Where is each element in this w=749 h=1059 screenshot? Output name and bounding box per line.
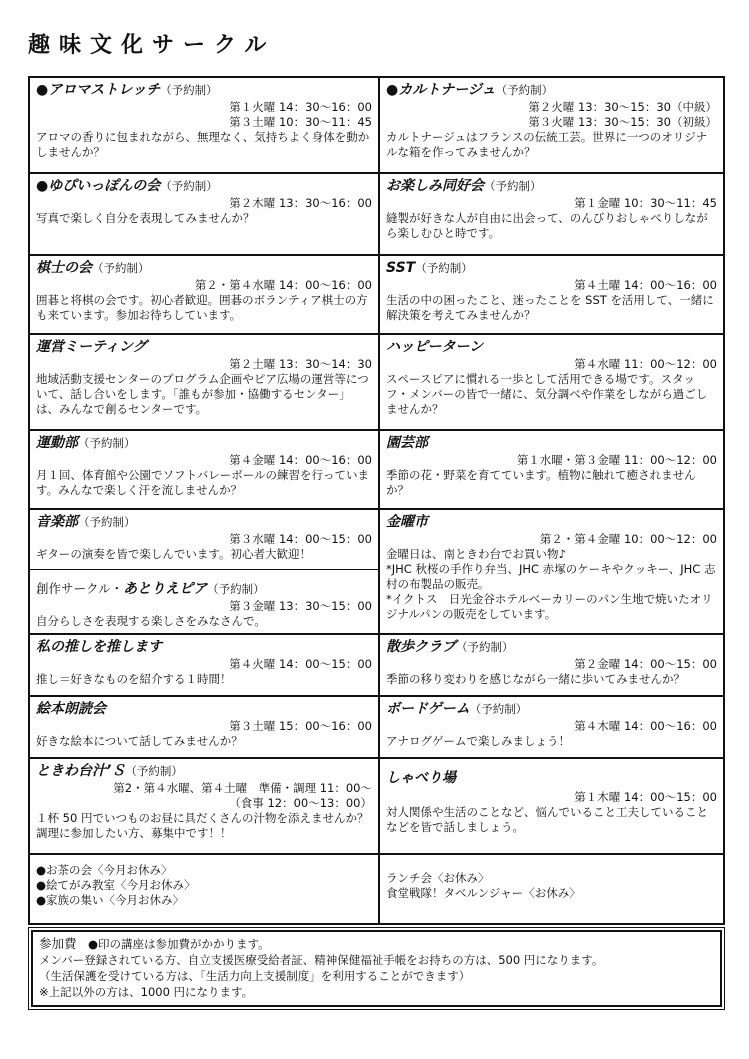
description: カルトナージュはフランスの伝統工芸。世界に一つのオリジナルな箱を作ってみませんか？ xyxy=(386,130,708,159)
reservation-tag: （予約制） xyxy=(160,83,218,97)
reservation-tag: （予約制） xyxy=(92,261,150,275)
description: 縫製が好きな人が自由に出会って、のんびりおしゃべりしながら楽しむひと時です。 xyxy=(386,211,708,240)
circle-atelier-pia xyxy=(30,570,378,635)
circle-undoubu xyxy=(30,431,378,510)
schedule: 第４金曜 14：00〜16：00 xyxy=(229,453,372,467)
circle-engeibu xyxy=(380,431,723,510)
description: 自分らしさを表現する楽しさをみなさんで。 xyxy=(36,614,266,628)
description: １杯 50 円でいつものお昼に具だくさんの汁物を添えませんか？調理に参加したい方、募集中です！！ xyxy=(36,811,369,840)
schedule: 第４土曜 14：00〜16：00 xyxy=(574,278,717,292)
description: 地域活動支援センターのプログラム企画やピア広場の運営等について、話し合いをします。「誰もが参加・協働するセンター」は、みんなで創るセンターです。 xyxy=(36,372,369,416)
reservation-tag: （予約制） xyxy=(495,83,554,97)
schedule: 第３火曜 13：30〜15：30（初級） xyxy=(528,115,717,129)
circle-name: 運営ミーティング xyxy=(36,339,147,355)
fee-line: ※上記以外の方は、1000 円になります。 xyxy=(39,985,254,999)
schedule: 第１木曜 14：00〜15：00 xyxy=(574,790,717,804)
circle-name: 園芸部 xyxy=(386,435,428,451)
schedule: 第３土曜 10：30〜11：45 xyxy=(229,115,372,129)
page-title: 趣味文化サークル xyxy=(28,33,276,58)
schedule: （食事 12：00〜13：00） xyxy=(229,796,372,810)
fee-box xyxy=(28,927,725,1010)
circle-shaberiba xyxy=(380,759,723,855)
description: 対人関係や生活のことなど、悩んでいること工夫していることなどを皆で話しましょう。 xyxy=(386,805,708,834)
description: アロマの香りに包まれながら、無理なく、気持ちよく身体を動かしませんか？ xyxy=(36,130,370,159)
circle-aroma-stretch xyxy=(30,78,378,174)
circle-name: 運動部 xyxy=(36,435,78,451)
schedule: 第３水曜 14：00〜15：00 xyxy=(229,532,372,546)
description: 生活の中の困ったこと、迷ったことを SST を活用して、一緒に解決策を考えてみませんか？ xyxy=(386,293,714,322)
reservation-tag: （予約制） xyxy=(415,261,473,275)
description: 囲碁と将棋の会です。初心者歓迎。囲碁のボランティア棋士の方も来ています。参加お待ちしています。 xyxy=(36,293,368,322)
notice-item: ランチ会〈お休み〉 xyxy=(386,871,490,885)
circle-name: ●ゆぴいっぽんの会 xyxy=(36,178,161,194)
notices-right xyxy=(380,855,723,923)
circle-unei-meeting xyxy=(30,335,378,431)
reservation-tag: （予約制） xyxy=(207,582,265,596)
circle-sst xyxy=(380,256,723,335)
circle-name: ときわ台汁’Ｓ xyxy=(36,763,126,779)
circle-ehon-roudoku xyxy=(30,697,378,759)
circle-sanpo-club xyxy=(380,635,723,697)
schedule: 第４火曜 14：00〜15：00 xyxy=(229,657,372,671)
description: 写真で楽しく自分を表現してみませんか？ xyxy=(36,211,255,225)
notice-item: ●お茶の会〈今月お休み〉 xyxy=(36,863,173,877)
description: 季節の花・野菜を育てています。植物に触れて癒されませんか？ xyxy=(386,468,696,497)
reservation-tag: （予約制） xyxy=(78,515,136,529)
reservation-tag: （予約制） xyxy=(484,179,542,193)
circle-name: 散歩クラブ xyxy=(386,639,456,655)
reservation-tag: （予約制） xyxy=(78,436,136,450)
circle-tokiwadai-jiru xyxy=(30,759,378,855)
schedule: 第４木曜 14：00〜16：00 xyxy=(574,719,717,733)
schedule: 第２金曜 14：00〜15：00 xyxy=(574,657,717,671)
circle-name: ●アロマストレッチ xyxy=(36,82,161,98)
notice-item: ●絵てがみ教室〈今月お休み〉 xyxy=(36,878,196,892)
circle-table xyxy=(28,76,725,925)
description: *イクトス 日光金谷ホテルベーカリーのパン生地で焼いたオリジナルパンの販売をしています。 xyxy=(386,592,713,621)
fee-title: 参加費 xyxy=(39,936,77,951)
circle-name: しゃべり場 xyxy=(386,770,456,786)
description: ギターの演奏を皆で楽しんでいます。初心者大歓迎！ xyxy=(36,547,311,561)
circle-cartonnage xyxy=(380,78,723,174)
schedule: 第２・第４金曜 10：00〜12：00 xyxy=(539,532,717,546)
circle-name: 絵本朗読会 xyxy=(36,701,106,717)
circle-name: 音楽部 xyxy=(36,514,78,530)
circle-name: SST xyxy=(386,260,416,276)
circle-kishi xyxy=(30,256,378,335)
reservation-tag: （予約制） xyxy=(160,179,218,193)
notice-item: 食堂戦隊！タベルンジャー〈お休み〉 xyxy=(386,886,581,900)
description: 季節の移り変わりを感じながら一緒に歩いてみませんか？ xyxy=(386,672,685,686)
circle-name: あとりえピア xyxy=(123,581,208,597)
notices-left xyxy=(30,855,378,923)
schedule: 第１金曜 10：30〜11：45 xyxy=(574,196,717,210)
schedule: 第１水曜・第３金曜 11：00〜12：00 xyxy=(516,453,717,467)
description: アナログゲームで楽しみましょう！ xyxy=(386,734,570,748)
fee-line: メンバー登録されている方、自立支援医療受給者証、精神保健福祉手帳をお持ちの方は、500 円になります。 xyxy=(39,953,604,967)
reservation-tag: （予約制） xyxy=(456,640,514,654)
circle-ongakubu xyxy=(30,510,378,570)
circle-yubi-ippon xyxy=(30,174,378,256)
schedule: 第４水曜 11：00〜12：00 xyxy=(574,357,717,371)
circle-name: 金曜市 xyxy=(386,514,428,530)
circle-name: お楽しみ同好会 xyxy=(386,178,484,194)
reservation-tag: （予約制） xyxy=(469,702,528,716)
description: スペースピアに慣れる一歩として活用できる場です。スタッフ・メンバーの皆で一緒に、気分調べや作業をしながら過ごしませんか？ xyxy=(386,372,708,416)
fee-note: ●印の講座は参加費がかかります。 xyxy=(88,937,270,951)
circle-kinyouichi xyxy=(380,510,723,635)
schedule: 第２木曜 13：30〜16：00 xyxy=(229,196,372,210)
notice-item: ●家族の集い〈今月お休み〉 xyxy=(36,893,185,907)
circle-name: ハッピーターン xyxy=(386,339,484,355)
fee-line: （生活保護を受けている方は、「生活力向上支援制度」を利用することができます） xyxy=(39,969,471,983)
schedule: 第３金曜 13：30〜15：00 xyxy=(229,599,372,613)
circle-otanoshimi xyxy=(380,174,723,256)
circle-name: ボードゲーム xyxy=(386,701,470,717)
circle-happy-turn xyxy=(380,335,723,431)
description: 推し＝好きなものを紹介する１時間！ xyxy=(36,672,232,686)
schedule: 第３土曜 15：00〜16：00 xyxy=(229,719,372,733)
description: *JHC 秋桜の手作り弁当、JHC 赤塚のケーキやクッキー、JHC 志村の布製品の販売。 xyxy=(386,562,716,591)
description: 好きな絵本について話してみませんか？ xyxy=(36,734,243,748)
circle-prefix: 創作サークル・ xyxy=(36,581,124,596)
circle-name: 棋士の会 xyxy=(36,260,92,276)
circle-board-game xyxy=(380,697,723,759)
circle-name: ●カルトナージュ xyxy=(386,82,496,98)
description: 金曜日は、南ときわ台でお買い物♪ xyxy=(386,547,566,561)
schedule: 第２・第４水曜 14：00〜16：00 xyxy=(194,278,372,292)
schedule: 第１火曜 14：30〜16：00 xyxy=(229,100,372,114)
description: 月１回、体育館や公園でソフトバレーボールの練習を行っています。みんなで楽しく汗を流しませんか？ xyxy=(36,468,370,497)
schedule: 第２土曜 13：30〜14：30 xyxy=(229,357,372,371)
schedule: 第２火曜 13：30〜15：30（中級） xyxy=(528,100,717,114)
circle-name: 私の推しを推します xyxy=(36,639,162,655)
reservation-tag: （予約制） xyxy=(125,764,183,778)
schedule: 第2・第４水曜、第４土曜 準備・調理 11：00〜 xyxy=(113,781,372,795)
circle-oshi xyxy=(30,635,378,697)
